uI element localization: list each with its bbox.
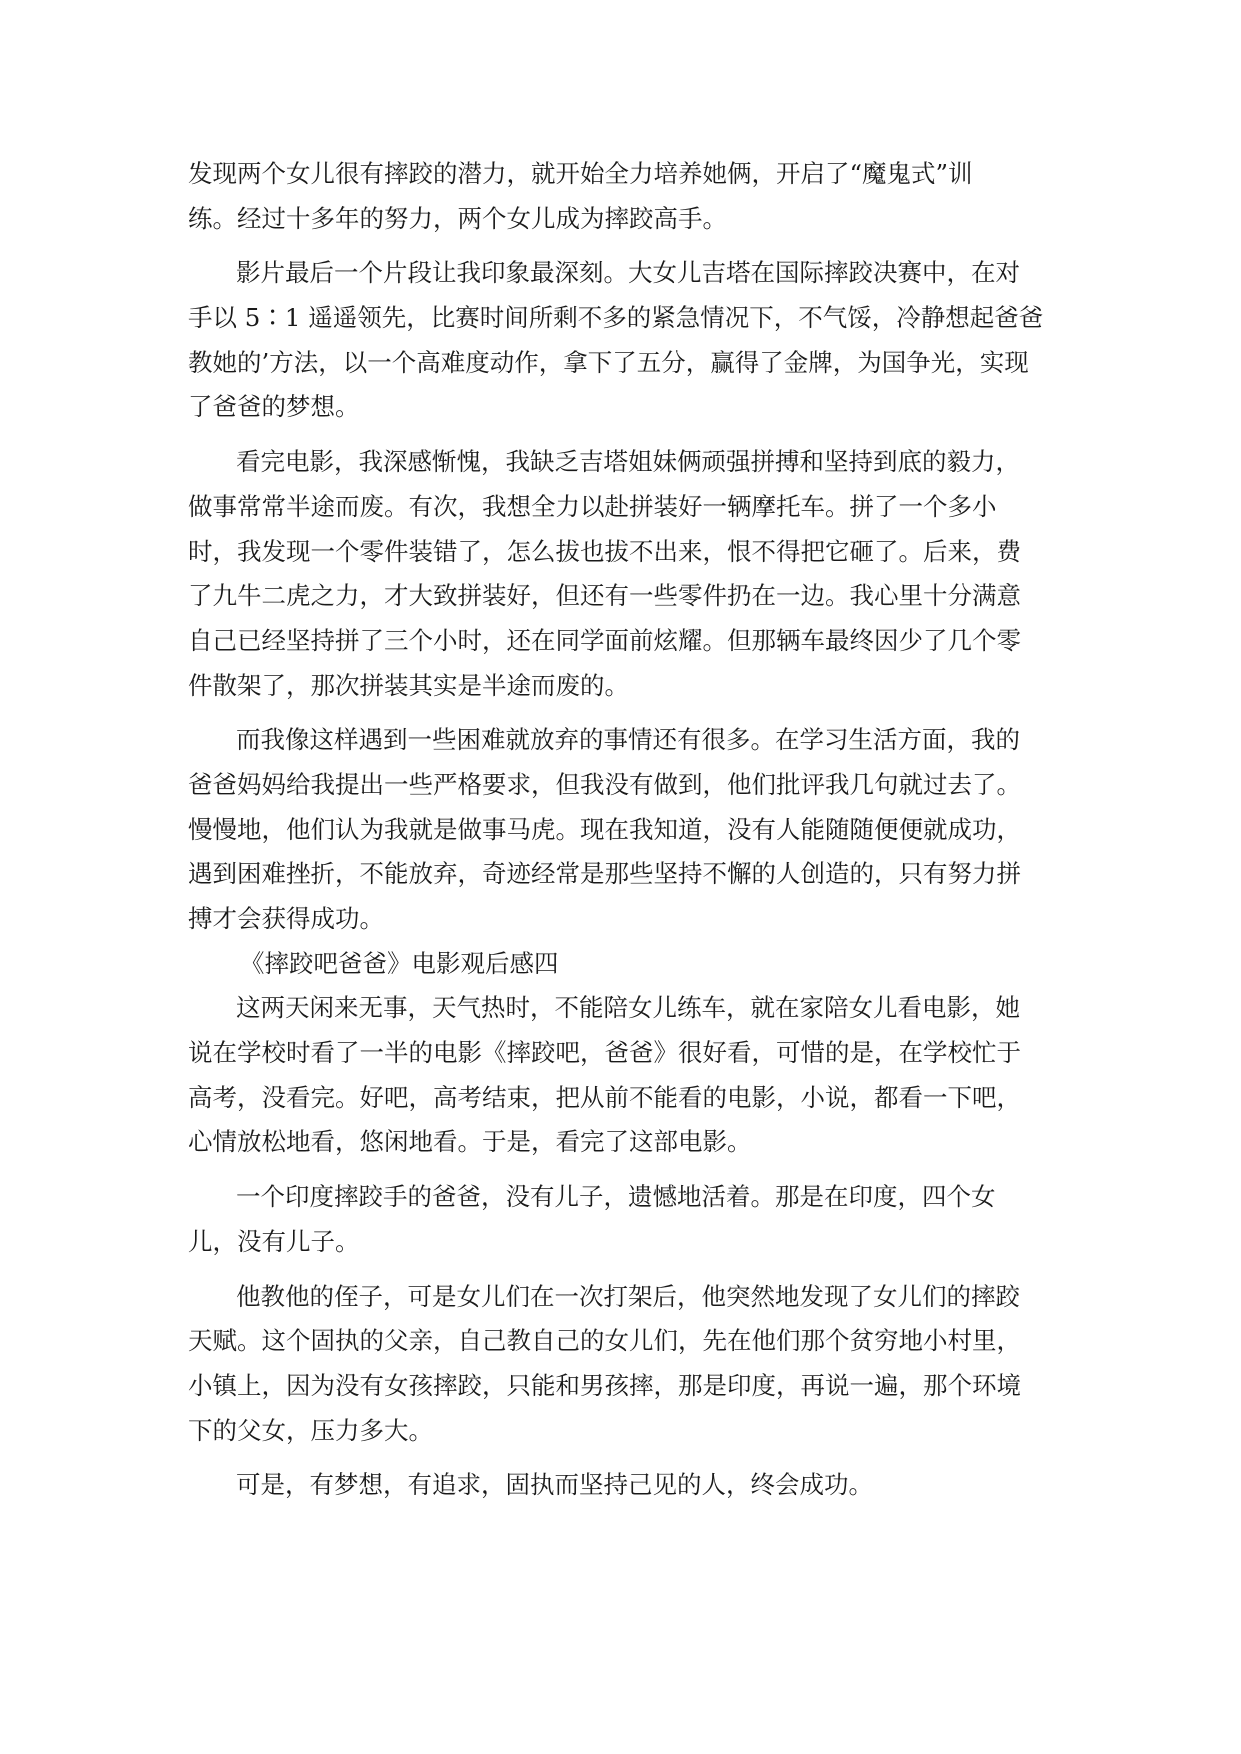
text-line: 高考，没看完。好吧，高考结束，把从前不能看的电影，小说，都看一下吧， <box>188 1082 1021 1112</box>
text-line: 搏才会获得成功。 <box>188 904 384 933</box>
text-line: 爸爸妈妈给我提出一些严格要求，但我没有做到，他们批评我几句就过去了。 <box>188 769 1021 799</box>
text-line: 说在学校时看了一半的电影《摔跤吧，爸爸》很好看，可惜的是，在学校忙于 <box>188 1038 1021 1068</box>
text-line: 了爸爸的梦想。 <box>188 392 360 422</box>
text-line: 练。经过十多年的努力，两个女儿成为摔跤高手。 <box>188 203 727 233</box>
text-line: 遇到困难挫折，不能放弃，奇迹经常是那些坚持不懈的人创造的，只有努力拼 <box>188 859 1021 889</box>
text-line: 自己已经坚持拼了三个小时，还在同学面前炫耀。但那辆车最终因少了几个零 <box>188 625 1021 655</box>
text-line: 他教他的侄子，可是女儿们在一次打架后，他突然地发现了女儿们的摔跤 <box>236 1281 1020 1311</box>
text-line: 这两天闲来无事，天气热时，不能陪女儿练车，就在家陪女儿看电影，她 <box>236 993 1020 1023</box>
section-title: 《摔跤吧爸爸》电影观后感四 <box>240 948 559 978</box>
paragraph-gap <box>188 1265 1058 1275</box>
text-line: 教她的’方法，以一个高难度动作，拿下了五分，赢得了金牌，为国争光，实现 <box>188 347 1029 377</box>
paragraph-gap <box>188 1165 1058 1175</box>
article-body <box>188 152 1058 1508</box>
text-line: 儿，没有儿子。 <box>188 1226 360 1256</box>
text-line: 而我像这样遇到一些困难就放弃的事情还有很多。在学习生活方面，我的 <box>236 725 1020 755</box>
text-line: 可是，有梦想，有追求，固执而坚持己见的人，终会成功。 <box>236 1470 873 1500</box>
text-line: 发现两个女儿很有摔跤的潜力，就开始全力培养她俩，开启了“魔鬼式”训 <box>188 159 973 188</box>
text-line: 手以 5∶1 遥遥领先，比赛时间所剩不多的紧急情况下，不气馁，冷静想起爸爸 <box>188 303 1044 333</box>
text-line: 时，我发现一个零件装错了，怎么拔也拔不出来，恨不得把它砸了。后来，费 <box>188 536 1021 566</box>
text-line: 慢慢地，他们认为我就是做事马虎。现在我知道，没有人能随随便便就成功， <box>188 814 1021 844</box>
text-line: 看完电影，我深感惭愧，我缺乏吉塔姐妹俩顽强拼搏和坚持到底的毅力， <box>236 447 1020 477</box>
paragraph-gap <box>188 1453 1058 1463</box>
text-line: 小镇上，因为没有女孩摔跤，只能和男孩摔，那是印度，再说一遍，那个环境 <box>188 1370 1021 1400</box>
paragraph-gap <box>188 708 1058 718</box>
paragraph-gap <box>188 430 1058 440</box>
text-line: 下的父女，压力多大。 <box>188 1415 433 1445</box>
text-line: 影片最后一个片段让我印象最深刻。大女儿吉塔在国际摔跤决赛中，在对 <box>236 258 1020 288</box>
text-line: 做事常常半途而废。有次，我想全力以赴拼装好一辆摩托车。拼了一个多小 <box>188 491 997 521</box>
text-line: 心情放松地看，悠闲地看。于是，看完了这部电影。 <box>188 1127 752 1157</box>
text-line: 一个印度摔跤手的爸爸，没有儿子，遗憾地活着。那是在印度，四个女 <box>236 1182 996 1212</box>
text-line: 件散架了，那次拼装其实是半途而废的。 <box>188 670 629 700</box>
paragraph-gap <box>188 241 1058 251</box>
text-line: 了九牛二虎之力，才大致拼装好，但还有一些零件扔在一边。我心里十分满意 <box>188 581 1021 611</box>
text-line: 天赋。这个固执的父亲，自己教自己的女儿们，先在他们那个贫穷地小村里， <box>188 1326 1021 1356</box>
